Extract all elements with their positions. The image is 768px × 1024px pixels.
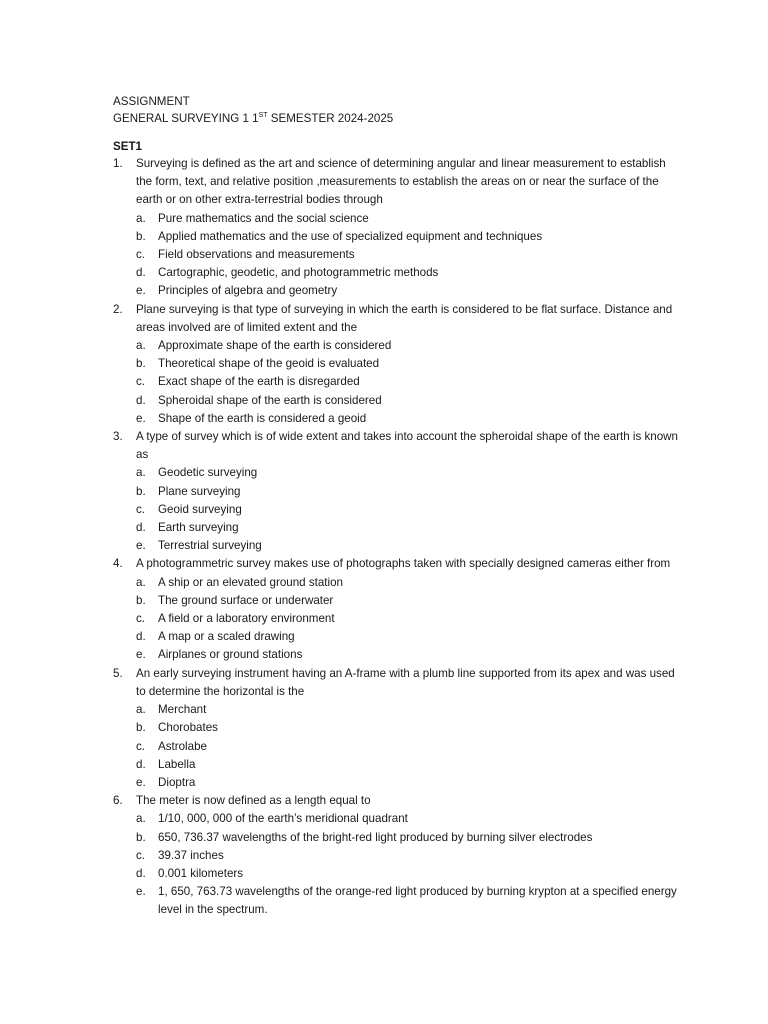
option-a bbox=[136, 210, 683, 228]
option-d bbox=[136, 628, 683, 646]
question-text: An early surveying instrument having an A-frame with a plumb line supported from its apex and was used to determine the horizontal is the bbox=[136, 666, 675, 698]
option-text: Cartographic, geodetic, and photogrammetric methods bbox=[158, 266, 439, 280]
question-6 bbox=[113, 792, 683, 919]
question-text: A photogrammetric survey makes use of photographs taken with specially designed cameras either from bbox=[136, 557, 671, 571]
option-text: Airplanes or ground stations bbox=[158, 648, 303, 662]
option-d bbox=[136, 392, 683, 410]
option-letter: b. bbox=[136, 721, 146, 735]
option-letter: b. bbox=[136, 229, 146, 243]
option-text: 1, 650, 763.73 wavelengths of the orange-red light produced by burning krypton at a specified energy level in the spectrum. bbox=[158, 885, 677, 917]
option-letter: d. bbox=[136, 393, 146, 407]
option-c bbox=[136, 373, 683, 391]
option-d bbox=[136, 519, 683, 537]
option-letter: a. bbox=[136, 466, 146, 480]
option-text: Plane surveying bbox=[158, 484, 241, 498]
option-c bbox=[136, 246, 683, 264]
option-a bbox=[136, 701, 683, 719]
option-letter: b. bbox=[136, 593, 146, 607]
option-letter: d. bbox=[136, 757, 146, 771]
course-title-suffix: SEMESTER 2024-2025 bbox=[267, 112, 394, 125]
question-1 bbox=[113, 155, 683, 301]
option-e bbox=[136, 646, 683, 664]
question-text: Plane surveying is that type of surveying in which the earth is considered to be flat surface. Distance and areas involved are of limited extent and the bbox=[136, 302, 673, 334]
option-text: Spheroidal shape of the earth is considered bbox=[158, 393, 382, 407]
question-number: 3. bbox=[113, 430, 123, 444]
option-text: Astrolabe bbox=[158, 739, 207, 753]
option-list bbox=[136, 337, 683, 428]
set-title: SET1 bbox=[113, 140, 142, 153]
option-letter: a. bbox=[136, 339, 146, 353]
option-text: 650, 736.37 wavelengths of the bright-red light produced by burning silver electrodes bbox=[158, 830, 593, 844]
question-5 bbox=[113, 665, 683, 792]
option-text: Shape of the earth is considered a geoid bbox=[158, 411, 367, 425]
option-text: Exact shape of the earth is disregarded bbox=[158, 375, 360, 389]
option-letter: c. bbox=[136, 612, 146, 626]
option-text: 39.37 inches bbox=[158, 848, 224, 862]
option-b bbox=[136, 592, 683, 610]
document-header bbox=[113, 93, 713, 127]
option-e bbox=[136, 282, 683, 300]
option-c bbox=[136, 501, 683, 519]
option-text: Theoretical shape of the geoid is evaluated bbox=[158, 357, 380, 371]
option-letter: d. bbox=[136, 266, 146, 280]
option-c bbox=[136, 610, 683, 628]
option-d bbox=[136, 264, 683, 282]
option-b bbox=[136, 829, 683, 847]
assignment-title: ASSIGNMENT bbox=[113, 95, 190, 108]
question-number: 2. bbox=[113, 302, 123, 316]
option-letter: a. bbox=[136, 703, 146, 717]
option-letter: e. bbox=[136, 775, 146, 789]
course-title bbox=[113, 110, 713, 127]
option-d bbox=[136, 756, 683, 774]
option-letter: e. bbox=[136, 648, 146, 662]
option-e bbox=[136, 410, 683, 428]
option-d bbox=[136, 865, 683, 883]
option-text: Terrestrial surveying bbox=[158, 539, 262, 553]
option-letter: c. bbox=[136, 375, 146, 389]
option-a bbox=[136, 337, 683, 355]
option-letter: e. bbox=[136, 411, 146, 425]
option-letter: d. bbox=[136, 866, 146, 880]
option-letter: b. bbox=[136, 357, 146, 371]
option-a bbox=[136, 574, 683, 592]
option-text: The ground surface or underwater bbox=[158, 593, 334, 607]
option-letter: a. bbox=[136, 575, 146, 589]
question-4 bbox=[113, 555, 683, 664]
option-text: Approximate shape of the earth is considered bbox=[158, 339, 392, 353]
option-list bbox=[136, 464, 683, 555]
option-letter: d. bbox=[136, 521, 146, 535]
option-letter: c. bbox=[136, 848, 146, 862]
option-letter: c. bbox=[136, 248, 146, 262]
question-text: Surveying is defined as the art and science of determining angular and linear measurement to establish the form, text, and relative position ,measurements to establish the areas on or near the surface of the earth or on other extra-terrestrial bodies through bbox=[136, 157, 666, 207]
option-letter: b. bbox=[136, 484, 146, 498]
option-text: Principles of algebra and geometry bbox=[158, 284, 338, 298]
question-text: A type of survey which is of wide extent and takes into account the spheroidal shape of the earth is known as bbox=[136, 430, 679, 462]
option-text: A field or a laboratory environment bbox=[158, 612, 335, 626]
option-letter: d. bbox=[136, 630, 146, 644]
question-2 bbox=[113, 301, 683, 428]
option-letter: c. bbox=[136, 739, 146, 753]
option-letter: a. bbox=[136, 812, 146, 826]
option-letter: b. bbox=[136, 830, 146, 844]
option-text: Pure mathematics and the social science bbox=[158, 211, 369, 225]
option-letter: a. bbox=[136, 211, 146, 225]
option-e bbox=[136, 883, 683, 919]
option-b bbox=[136, 355, 683, 373]
option-letter: e. bbox=[136, 885, 146, 899]
option-letter: e. bbox=[136, 284, 146, 298]
option-text: 0.001 kilometers bbox=[158, 866, 244, 880]
option-text: Applied mathematics and the use of specialized equipment and techniques bbox=[158, 229, 543, 243]
option-list bbox=[136, 701, 683, 792]
option-text: A map or a scaled drawing bbox=[158, 630, 295, 644]
option-text: 1/10, 000, 000 of the earth’s meridional quadrant bbox=[158, 812, 408, 826]
question-text: The meter is now defined as a length equal to bbox=[136, 794, 371, 808]
question-number: 4. bbox=[113, 557, 123, 571]
option-text: Geoid surveying bbox=[158, 502, 242, 516]
question-number: 1. bbox=[113, 157, 123, 170]
option-list bbox=[136, 810, 683, 919]
option-text: Geodetic surveying bbox=[158, 466, 258, 480]
option-a bbox=[136, 464, 683, 482]
option-letter: c. bbox=[136, 502, 146, 516]
option-list bbox=[136, 574, 683, 665]
option-b bbox=[136, 483, 683, 501]
option-text: Labella bbox=[158, 757, 196, 771]
option-text: Earth surveying bbox=[158, 521, 239, 535]
question-list bbox=[113, 155, 683, 920]
question-number: 6. bbox=[113, 794, 123, 808]
option-b bbox=[136, 719, 683, 737]
question-3 bbox=[113, 428, 683, 555]
course-title-prefix: GENERAL SURVEYING 1 1 bbox=[113, 112, 259, 125]
option-text: Field observations and measurements bbox=[158, 248, 355, 262]
option-text: A ship or an elevated ground station bbox=[158, 575, 343, 589]
option-e bbox=[136, 774, 683, 792]
ordinal-superscript: ST bbox=[258, 112, 268, 120]
option-text: Chorobates bbox=[158, 721, 218, 735]
option-e bbox=[136, 537, 683, 555]
option-list bbox=[136, 210, 683, 301]
option-letter: e. bbox=[136, 539, 146, 553]
option-text: Merchant bbox=[158, 703, 207, 717]
question-number: 5. bbox=[113, 666, 123, 680]
option-c bbox=[136, 738, 683, 756]
option-a bbox=[136, 810, 683, 828]
option-text: Dioptra bbox=[158, 775, 196, 789]
option-b bbox=[136, 228, 683, 246]
option-c bbox=[136, 847, 683, 865]
